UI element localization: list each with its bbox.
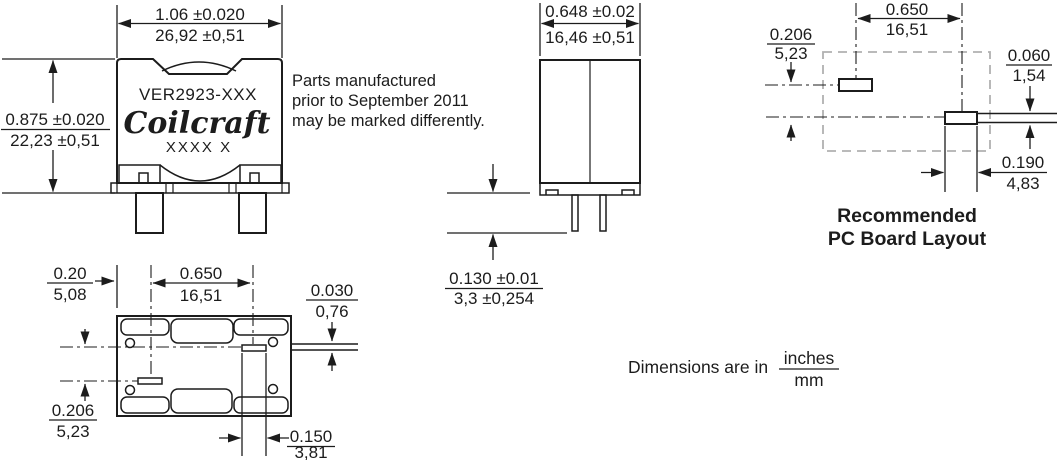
coil-arc bbox=[162, 62, 236, 71]
note-line-1: Parts manufactured bbox=[292, 72, 436, 90]
marking-note bbox=[292, 72, 485, 130]
pcb-pad-1 bbox=[839, 79, 872, 91]
units-note bbox=[628, 348, 839, 390]
mounting-hole bbox=[126, 339, 135, 348]
pin-pitch-inches: 0.650 bbox=[179, 264, 223, 283]
pad-pitch-mm: 16,51 bbox=[885, 20, 929, 39]
standoff-bottom-middle bbox=[171, 389, 232, 413]
front-view bbox=[1, 5, 289, 233]
side-base-flange bbox=[540, 183, 640, 195]
slot-length-mm: 3,81 bbox=[294, 443, 328, 460]
pad-length-mm: 4,83 bbox=[1006, 174, 1040, 193]
side-pin-right bbox=[600, 195, 606, 231]
slot-width-inches: 0.030 bbox=[310, 281, 354, 300]
slot-width-mm: 0,76 bbox=[315, 302, 349, 321]
terminal-slot-1 bbox=[242, 345, 266, 351]
standoff-top-middle bbox=[171, 319, 233, 343]
front-width-inches: 1.06 ±0.020 bbox=[155, 5, 245, 24]
pcb-row-offset-mm: 5,23 bbox=[774, 44, 808, 63]
side-view bbox=[445, 2, 640, 308]
pcb-row-offset-inches: 0.206 bbox=[769, 25, 813, 44]
pcb-pad-2 bbox=[945, 112, 977, 124]
bottom-body-outline bbox=[117, 316, 291, 416]
front-width-mm: 26,92 ±0,51 bbox=[155, 26, 245, 45]
units-prefix: Dimensions are in bbox=[628, 357, 769, 377]
pad-length-inches: 0.190 bbox=[1001, 153, 1045, 172]
mounting-hole bbox=[269, 338, 278, 347]
row-offset-inches: 0.206 bbox=[51, 401, 95, 420]
standoff-top-left bbox=[121, 319, 169, 335]
component-outline-dashed bbox=[823, 52, 990, 151]
note-line-2: prior to September 2011 bbox=[292, 92, 469, 110]
pin-length-inches: 0.130 ±0.01 bbox=[449, 269, 539, 288]
units-inches: inches bbox=[783, 348, 835, 368]
standoff-bottom-left bbox=[121, 397, 169, 413]
side-pin-left bbox=[572, 195, 578, 231]
trace-width-mm: 1,54 bbox=[1012, 66, 1046, 85]
edge-to-pin-inches: 0.20 bbox=[53, 264, 87, 283]
pin-length-mm: 3,3 ±0,254 bbox=[453, 289, 535, 308]
slot-length-inches: 0.150 bbox=[289, 427, 333, 446]
front-height-mm: 22,23 ±0,51 bbox=[10, 131, 100, 150]
coilcraft-logo: Coilcraft bbox=[123, 106, 271, 141]
part-number: VER2923-XXX bbox=[139, 85, 257, 104]
bobbin-right-block bbox=[240, 165, 281, 183]
trace-width-inches: 0.060 bbox=[1007, 46, 1051, 65]
front-height-inches: 0.875 ±0.020 bbox=[5, 110, 105, 129]
pcb-layout bbox=[765, 0, 1057, 250]
mounting-hole bbox=[126, 386, 135, 395]
side-width-inches: 0.648 ±0.02 bbox=[545, 2, 635, 21]
bottom-view bbox=[47, 264, 358, 460]
terminal-slot-2 bbox=[138, 378, 162, 384]
pcb-title-line-1: Recommended bbox=[837, 205, 977, 227]
base-flange bbox=[111, 183, 289, 193]
side-width-mm: 16,46 ±0,51 bbox=[545, 28, 635, 47]
pin-pitch-mm: 16,51 bbox=[179, 286, 223, 305]
row-offset-mm: 5,23 bbox=[56, 422, 90, 441]
units-mm: mm bbox=[794, 370, 824, 390]
pad-pitch-inches: 0.650 bbox=[885, 0, 929, 19]
front-pin-left bbox=[136, 193, 163, 233]
pcb-title-line-2: PC Board Layout bbox=[827, 228, 987, 250]
standoff-top-right bbox=[234, 319, 288, 335]
bobbin-left-notch bbox=[139, 173, 148, 183]
note-line-3: may be marked differently. bbox=[292, 112, 485, 130]
front-pin-right bbox=[239, 193, 266, 233]
coil-bottom-arc bbox=[160, 165, 240, 181]
mounting-hole bbox=[269, 385, 278, 394]
date-code-marking: XXXX X bbox=[165, 139, 233, 156]
bobbin-right-notch bbox=[250, 173, 259, 183]
edge-to-pin-mm: 5,08 bbox=[53, 285, 87, 304]
